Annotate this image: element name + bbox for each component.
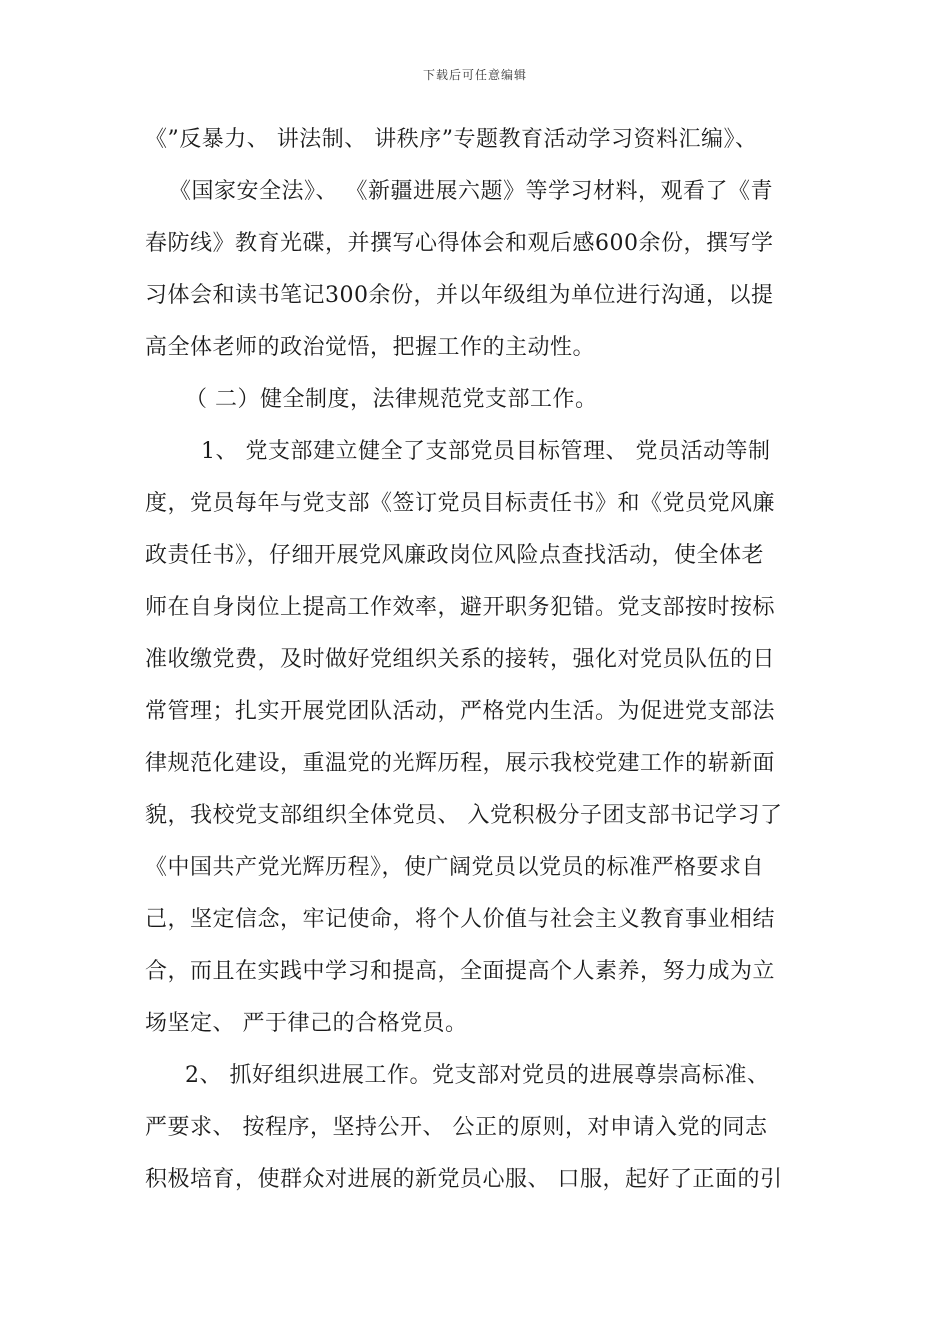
document-body	[145, 114, 825, 1206]
text-line: 师在自身岗位上提高工作效率，避开职务犯错。党支部按时按标	[145, 595, 776, 620]
text-line: 律规范化建设，重温党的光辉历程，展示我校党建工作的崭新面	[145, 751, 776, 776]
text-line: 常管理；扎实开展党团队活动，严格党内生活。为促进党支部法	[145, 699, 776, 724]
text-line: 严要求、 按程序，坚持公开、 公正的原则，对申请入党的同志	[145, 1115, 768, 1140]
text-line: 1、 党支部建立健全了支部党员目标管理、 党员活动等制	[201, 439, 771, 464]
text-line: 习体会和读书笔记300余份，并以年级组为单位进行沟通，以提	[145, 283, 774, 308]
text-line: 春防线》教育光碟，并撰写心得体会和观后感600余份，撰写学	[145, 231, 774, 256]
text-line: 《”反暴力、 讲法制、 讲秩序”专题教育活动学习资料汇编》、	[145, 127, 758, 152]
page-header: 下载后可任意编辑	[422, 68, 527, 82]
text-line: 场坚定、 严于律己的合格党员。	[145, 1011, 468, 1036]
text-line: 政责任书》，仔细开展党风廉政岗位风险点查找活动，使全体老	[145, 543, 765, 568]
text-line: 貌，我校党支部组织全体党员、 入党积极分子团支部书记学习了	[145, 803, 783, 828]
text-line: 准收缴党费，及时做好党组织关系的接转，强化对党员队伍的日	[145, 647, 776, 672]
text-line: 合，而且在实践中学习和提高，全面提高个人素养，努力成为立	[145, 959, 776, 984]
text-line: 2、 抓好组织进展工作。党支部对党员的进展尊崇高标准、	[185, 1063, 770, 1088]
text-line: 度，党员每年与党支部《签订党员目标责任书》和《党员党风廉	[145, 491, 776, 516]
text-line: 《中国共产党光辉历程》，使广阔党员以党员的标准严格要求自	[145, 855, 765, 880]
text-line: 高全体老师的政治觉悟，把握工作的主动性。	[145, 335, 596, 360]
text-line: 积极培育，使群众对进展的新党员心服、 口服，起好了正面的引	[145, 1167, 783, 1192]
text-line: 《国家安全法》、 《新疆进展六题》等学习材料，观看了《青	[169, 179, 773, 204]
text-line: 己，坚定信念，牢记使命，将个人价值与社会主义教育事业相结	[145, 907, 776, 932]
section-heading: （ 二）健全制度，法律规范党支部工作。	[185, 387, 598, 412]
